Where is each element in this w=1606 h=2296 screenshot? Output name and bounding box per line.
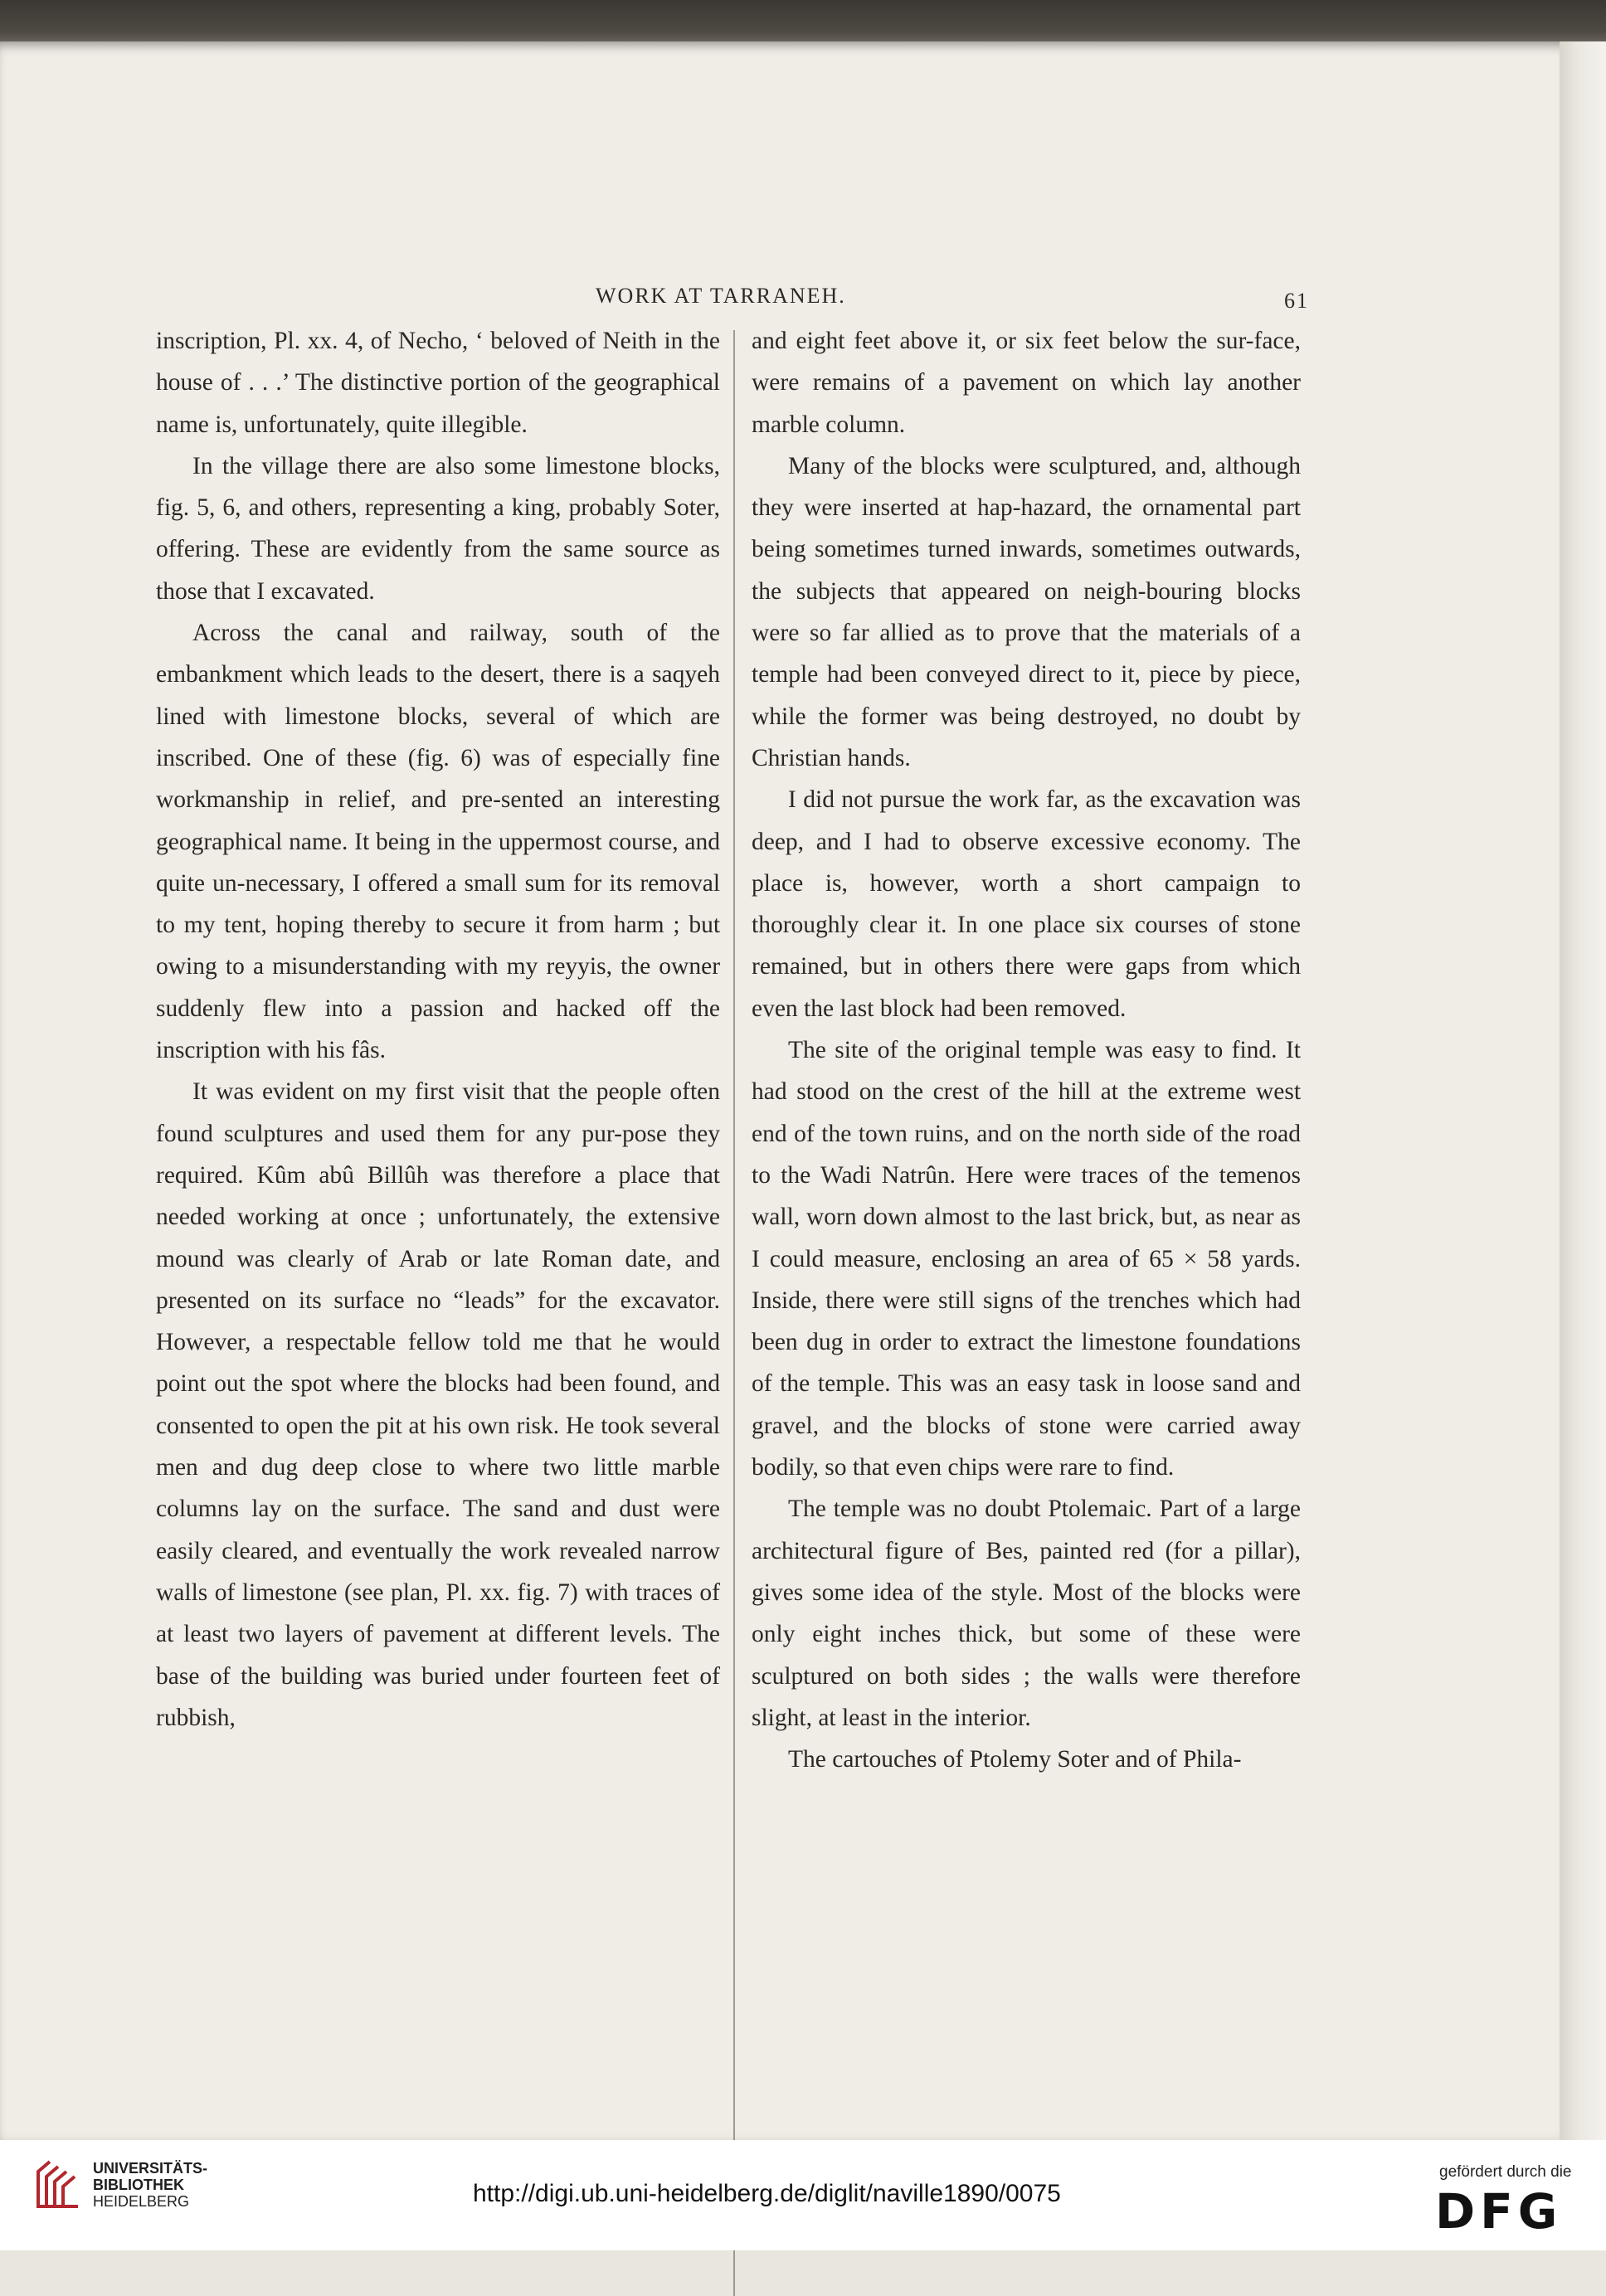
text-line: The place is, however, worth a short campaign to [752, 828, 1302, 897]
paragraph [752, 320, 1301, 445]
funded-by-label: gefördert durch die [1439, 2163, 1572, 2181]
text-line: probably Soter, offering. These are evidently [156, 494, 721, 563]
text-line: outwards, the subjects that appeared on neigh- [752, 536, 1301, 605]
paragraph [156, 1071, 720, 1739]
text-line: of the temple. This was an easy task in loose [752, 1370, 1204, 1398]
library-name [93, 2160, 207, 2210]
text-line: the geographical name is, unfortunately, quite [156, 369, 720, 438]
page-number: 61 [1284, 289, 1309, 313]
text-line: Across the canal and railway, south of the [192, 620, 720, 647]
text-line: of the blocks were only eight inches thick, but [752, 1578, 1301, 1648]
text-line: hacked off the inscription with his fâs. [156, 995, 721, 1064]
digital-library-url[interactable]: http://digi.ub.uni-heidelberg.de/diglit/naville1890/0075 [473, 2180, 1061, 2207]
text-line: and eight feet above it, or six feet below the sur- [752, 328, 1254, 354]
text-line: necessary, I offered a small sum for its removal [245, 869, 721, 897]
right-text-column [752, 320, 1301, 1780]
paragraph [752, 1488, 1301, 1739]
text-line: to my tent, hoping thereby to secure it from [156, 912, 606, 939]
text-line: harm ; but owing to a misunderstanding with my [156, 912, 721, 980]
library-name-line2: BIBLIOTHEK [93, 2177, 184, 2193]
text-line: being in the uppermost course, and quite un- [156, 828, 721, 897]
text-line: fellow told me that he would point out the spot [156, 1329, 721, 1398]
university-library-logo-icon [33, 2157, 86, 2210]
text-line: open the pit at his own risk. He took several men [156, 1412, 721, 1481]
text-line: extreme west end of the town ruins, and on the [752, 1078, 1302, 1147]
text-line: I did not pursue the work far, as the excavation [788, 786, 1256, 814]
text-line: were traces of the temenos wall, worn down almost [752, 1161, 1301, 1231]
text-line: were still signs of the trenches which had been [752, 1287, 1301, 1356]
text-line: dug in order to extract the limestone foundations [806, 1329, 1302, 1356]
text-line: place that needed working at once ; unfortunately, [156, 1161, 721, 1231]
dfg-logo: DFG [1435, 2183, 1563, 2240]
text-line: sand and gravel, and the blocks of stone were [752, 1370, 1301, 1439]
text-line: the extensive mound was clearly of Arab or late [156, 1204, 720, 1272]
text-line: “leads” for the excavator. However, a respectable [156, 1287, 721, 1356]
text-line: north side of the road to the Wadi Natrûn. Here [752, 1120, 1302, 1189]
text-line: direct to it, piece by piece, while the former was [752, 661, 1301, 730]
text-line: of especially fine workmanship in relief, and pre- [156, 744, 721, 814]
paragraph [156, 612, 720, 1071]
column-divider [733, 330, 735, 2296]
text-line: to the last brick, but, as near as I could measure, [752, 1204, 1301, 1272]
footer-bar [0, 2140, 1606, 2250]
text-line: they were inserted at hap-hazard, the ornamental [752, 494, 1253, 522]
text-line: part being sometimes turned inwards, sometimes [752, 494, 1302, 563]
text-line: bouring blocks were so far allied as to prove [752, 577, 1301, 647]
text-line: were easily cleared, and eventually the work [156, 1496, 721, 1564]
text-line: and dug deep close to where two little marble [212, 1454, 720, 1481]
text-line: from which even the last block had been removed. [752, 953, 1302, 1022]
library-name-line1: UNIVERSITÄTS- [93, 2160, 208, 2177]
paragraph [156, 320, 720, 445]
text-line: (for a pillar), gives some idea of the style. Most [752, 1537, 1302, 1606]
paragraph [752, 1739, 1301, 1780]
text-line: sented an interesting geographical name. It [156, 786, 720, 855]
text-line: another marble column. [752, 369, 1302, 438]
text-line: that the materials of a temple had been conveyed [752, 620, 1302, 688]
text-line: It had stood on the crest of the hill at the [752, 1037, 1302, 1106]
paragraph [752, 779, 1301, 1029]
text-line: stone remained, but in others there were gaps [752, 912, 1301, 980]
text-line: The temple was no doubt Ptolemaic. Part of [788, 1496, 1227, 1523]
text-line: illegible. [440, 411, 528, 438]
text-line: xx. fig. 7) with traces of at least two layers of [156, 1578, 720, 1648]
text-line: blocks, fig. 5, 6, and others, representing a king, [156, 452, 720, 522]
text-line: Many of the blocks were sculptured, and, although [788, 452, 1301, 479]
page-right-edge [1560, 41, 1606, 2140]
text-line: where the blocks had been found, and consented to [156, 1370, 721, 1439]
text-line: revealed narrow walls of limestone (see plan, Pl. [156, 1537, 720, 1606]
text-line: inscription, Pl. xx. 4, of Necho, ‘ beloved of Neith [156, 328, 657, 354]
paragraph [156, 445, 720, 612]
text-line: pose they required. Kûm abû Billûh was therefore a [156, 1120, 720, 1189]
text-line: some of these were sculptured on both sides ; the [752, 1621, 1301, 1690]
text-line: Roman date, and presented on its surface no [156, 1245, 721, 1314]
library-name-line3: HEIDELBERG [93, 2193, 190, 2210]
text-line: saqyeh lined with limestone blocks, several of [156, 661, 720, 730]
text-line: often found sculptures and used them for any pur- [156, 1078, 721, 1147]
text-line: was deep, and I had to observe excessive economy. [752, 786, 1301, 855]
text-line: It was evident on my first visit that the people [192, 1078, 662, 1106]
text-line: thoroughly clear it. In one place six courses of [752, 912, 1239, 939]
text-line: The site of the original temple was easy to find. [788, 1037, 1278, 1064]
text-line: which are inscribed. One of these (fig. 6) was [156, 703, 721, 771]
text-line: pavement at different levels. The base of the [156, 1621, 720, 1690]
text-line: in the house of . . .’ The distinctive portion of [156, 328, 721, 396]
text-line: In the village there are also some limestone [192, 452, 641, 479]
text-line: carried away bodily, so that even chips were rare [752, 1412, 1301, 1481]
running-head-title: WORK AT TARRANEH. [596, 284, 846, 308]
text-line: to find. [1103, 1454, 1175, 1481]
text-line: reyyis, the owner suddenly flew into a passion and [156, 953, 721, 1022]
text-line: columns lay on the surface. The sand and dust [156, 1496, 660, 1523]
text-line: being destroyed, no doubt by Christian hands. [752, 703, 1302, 771]
text-line: from the same source as those that I excavated. [156, 536, 721, 605]
text-line: building was buried under fourteen feet of rubbish, [156, 1662, 721, 1731]
text-line: a large architectural figure of Bes, painted red [752, 1496, 1302, 1564]
paragraph [752, 1029, 1301, 1488]
text-line: enclosing an area of 65 × 58 yards. Inside, there [752, 1245, 1301, 1314]
text-line: embankment which leads to the desert, there is a [156, 661, 645, 688]
paragraph [752, 445, 1301, 779]
text-line: The cartouches of Ptolemy Soter and of Phila- [788, 1746, 1242, 1773]
text-line: face, were remains of a pavement on which lay [752, 328, 1301, 396]
text-line: walls were therefore slight, at least in the interior. [752, 1662, 1301, 1731]
left-text-column [156, 320, 720, 1739]
